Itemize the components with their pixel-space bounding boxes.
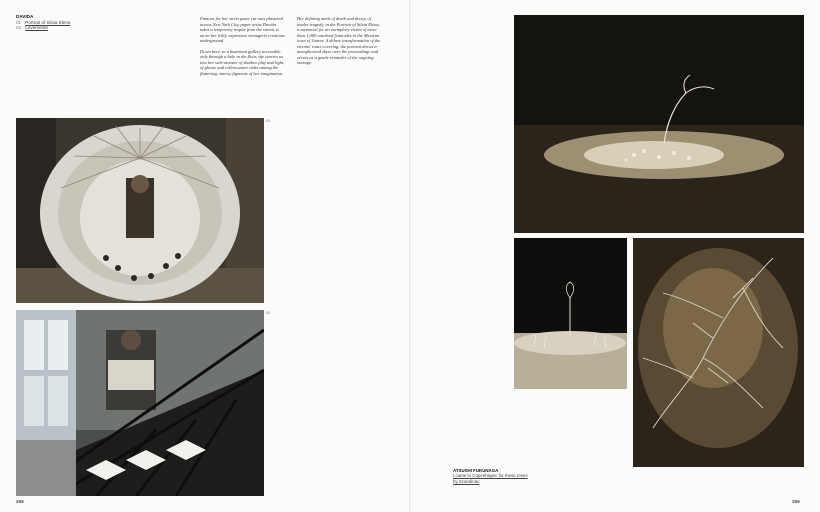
caption-text[interactable]: Levemente bbox=[25, 25, 49, 31]
body-paragraph: Her defining mark of death and decay, of tender tragedy, in the Portrait of Silvia Elena, a memorial for an exemplary victim of more than 1,000 unsolved femicides in the Mexican town of Juarez. A deluxe transformation of the victims' exact covering, the portrait draws a metaphorical sheet over the proceedings and serves as a gentle reminder of the ongoing outrage. bbox=[297, 16, 381, 65]
caption-block bbox=[16, 14, 70, 31]
photo-root-network bbox=[633, 238, 804, 467]
body-column-2 bbox=[297, 16, 383, 71]
caption-number: 02 bbox=[16, 25, 22, 31]
credit-artist: ATSUSHI FUKUNAGA bbox=[453, 468, 499, 473]
photo-plant-installation-detail bbox=[514, 238, 627, 389]
photo-paper-peacock bbox=[16, 118, 264, 303]
photo-plant-installation-wide bbox=[514, 15, 804, 233]
credit-line[interactable]: I came to Copenhagen for these tones bbox=[453, 473, 528, 479]
page-number-left: 258 bbox=[16, 499, 24, 504]
page-number-right: 259 bbox=[792, 499, 800, 504]
credit-block bbox=[453, 468, 528, 484]
photo-staircase bbox=[16, 310, 264, 496]
figure-number: 02 bbox=[266, 310, 271, 315]
caption-line bbox=[16, 25, 70, 31]
credit-line[interactable]: by Scandinav bbox=[453, 478, 480, 484]
body-column-1 bbox=[200, 16, 286, 81]
caption-text[interactable]: Portrait of Silvia Elena bbox=[25, 19, 71, 25]
body-paragraph: Famous for her street paste cut-outs plastered across New York City, paper artist Davida takes a temporary respite from the streets to move her frilly, expressive menagerie creations underground. bbox=[200, 16, 285, 43]
caption-number: 01 bbox=[16, 19, 22, 25]
caption-title: DAVIDA bbox=[16, 14, 34, 19]
figure-number: 01 bbox=[266, 118, 271, 123]
page-gutter bbox=[409, 0, 411, 512]
body-paragraph: Down here, in a basement gallery accessible only through a hole in the floor, she carries us into her web-mixture of shadow play and light, of ghosts and rollercoaster rides among the fluttering, sinewy figments of her imagination. bbox=[200, 48, 285, 76]
